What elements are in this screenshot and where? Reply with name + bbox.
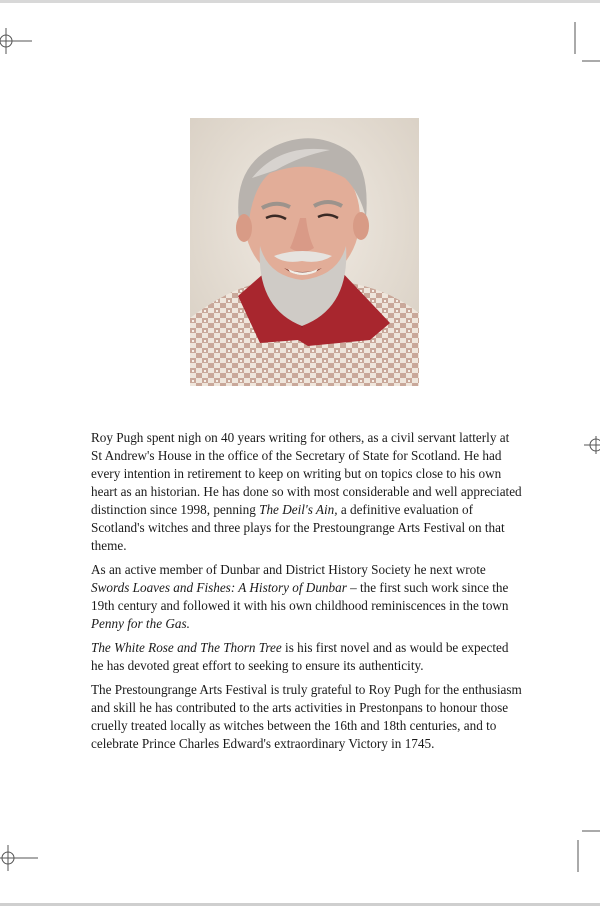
book-title-white-rose: The White Rose and The Thorn Tree [91, 640, 282, 655]
registration-mark-bottom-left-icon [0, 845, 40, 871]
author-portrait-photo [190, 118, 419, 386]
portrait-photo-icon [190, 118, 419, 386]
bio-paragraph-3: The White Rose and The Thorn Tree is his first novel and as would be expected he has devoted great effort to seeking to ensure its authenticity. [91, 640, 509, 673]
book-title-swords-loaves: Swords Loaves and Fishes: A History of Dunbar [91, 580, 347, 595]
crop-mark-top-right-icon [574, 22, 600, 62]
registration-mark-top-left-icon [0, 28, 34, 54]
author-biography [91, 429, 523, 759]
bio-paragraph-2: As an active member of Dunbar and District History Society he next wrote Swords Loaves and Fishes: A History of Dunbar – the first such work since the 19th century and followed it with his own childhood reminiscences in the town Penny for the Gas. [91, 562, 509, 631]
registration-mark-right-icon [584, 434, 600, 456]
crop-mark-bottom-right-icon [576, 828, 600, 874]
bio-paragraph-4: The Prestoungrange Arts Festival is truly grateful to Roy Pugh for the enthusiasm and skill he has contributed to the arts activities in Prestonpans to honour those cruelly treated locally as witches between the 16th and 18th centuries, and to celebrate Prince Charles Edward's extraordinary Victory in 1745. [91, 682, 522, 751]
bio-paragraph-1: Roy Pugh spent nigh on 40 years writing for others, as a civil servant latterly at St Andrew's House in the office of the Secretary of State for Scotland. He had every intention in retirement to keep on writing but on topics close to his own heart as an historian. He has done so with most considerable and well appreciated distinction since 1998, penning The Deil's Ain, a definitive evaluation of Scotland's witches and three plays for the Prestoungrange Arts Festival on that theme. [91, 430, 522, 553]
book-title-penny-for-gas: Penny for the Gas. [91, 616, 190, 631]
book-title-deils-ain: The Deil's Ain, [259, 502, 338, 517]
page-top-edge [0, 0, 600, 3]
